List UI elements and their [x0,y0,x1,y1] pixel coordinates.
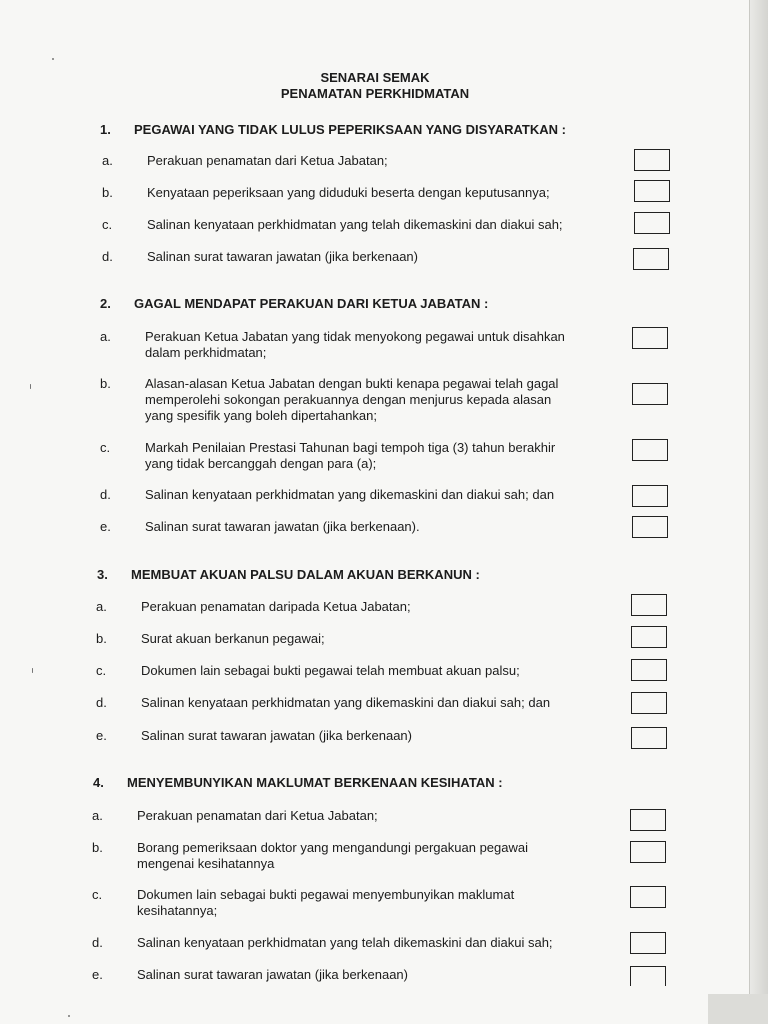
item-letter: d. [100,487,111,502]
checkbox-2b[interactable] [632,383,668,405]
checkbox-2a[interactable] [632,327,668,349]
item-text: Salinan surat tawaran jawatan (jika berkenaan) [141,728,412,743]
title-line-1: SENARAI SEMAK [320,70,430,85]
item-text: Perakuan penamatan dari Ketua Jabatan; [147,153,388,168]
item-letter: b. [102,185,113,200]
item-text: Dokumen lain sebagai bukti pegawai menyembunyikan maklumat kesihatannya; [137,887,515,918]
checkbox-3c[interactable] [631,659,667,681]
item-text: Markah Penilaian Prestasi Tahunan bagi tempoh tiga (3) tahun berakhir yang tidak bercanggah dengan para (a); [145,440,556,471]
item-letter: d. [102,249,113,264]
checkbox-2d[interactable] [632,485,668,507]
item-text: Perakuan penamatan daripada Ketua Jabatan; [141,599,411,614]
item-letter: d. [92,935,103,950]
title-line-2: PENAMATAN PERKHIDMATAN [280,86,470,101]
scan-edge-right [749,0,768,1024]
checkbox-3d[interactable] [631,692,667,714]
section-number: 2. [100,296,111,311]
scan-speck [32,668,33,673]
item-text: Perakuan Ketua Jabatan yang tidak menyokong pegawai untuk disahkan dalam perkhidmatan; [145,329,565,360]
item-text: Salinan kenyataan perkhidmatan yang telah dikemaskini dan diakui sah; [147,217,563,232]
section-heading: MEMBUAT AKUAN PALSU DALAM AKUAN BERKANUN : [131,567,480,582]
scan-speck [30,384,31,389]
item-letter: c. [102,217,113,232]
scan-speck [68,1015,70,1017]
item-letter: c. [100,440,111,455]
checkbox-1a[interactable] [634,149,670,171]
item-text: Salinan kenyataan perkhidmatan yang dikemaskini dan diakui sah; dan [145,487,555,502]
scan-edge-bottom [708,994,768,1024]
section-number: 1. [100,122,111,137]
checkbox-3b[interactable] [631,626,667,648]
checkbox-4c[interactable] [630,886,666,908]
item-letter: c. [92,887,103,902]
item-text: Dokumen lain sebagai bukti pegawai telah membuat akuan palsu; [141,663,520,678]
section-heading: PEGAWAI YANG TIDAK LULUS PEPERIKSAAN YANG DISYARATKAN : [134,122,566,137]
item-letter: b. [92,840,103,855]
item-text: Salinan surat tawaran jawatan (jika berkenaan). [145,519,420,534]
section-number: 3. [97,567,108,582]
item-letter: a. [96,599,107,614]
item-letter: e. [92,967,103,982]
checkbox-4a[interactable] [630,809,666,831]
item-text: Perakuan penamatan dari Ketua Jabatan; [137,808,378,823]
item-letter: a. [92,808,103,823]
item-text: Surat akuan berkanun pegawai; [141,631,325,646]
item-text: Salinan kenyataan perkhidmatan yang dikemaskini dan diakui sah; dan [141,695,551,710]
checkbox-4d[interactable] [630,932,666,954]
item-letter: c. [96,663,107,678]
checkbox-3a[interactable] [631,594,667,616]
checkbox-4b[interactable] [630,841,666,863]
item-text: Kenyataan peperiksaan yang diduduki beserta dengan keputusannya; [147,185,550,200]
item-letter: b. [100,376,111,391]
section-heading: GAGAL MENDAPAT PERAKUAN DARI KETUA JABATAN : [134,296,489,311]
item-letter: d. [96,695,107,710]
checkbox-2c[interactable] [632,439,668,461]
item-text: Salinan surat tawaran jawatan (jika berkenaan) [147,249,418,264]
checkbox-1c[interactable] [634,212,670,234]
section-number: 4. [93,775,104,790]
item-letter: b. [96,631,107,646]
checkbox-3e[interactable] [631,727,667,749]
scan-speck [52,58,54,60]
checkbox-4e[interactable] [630,966,666,986]
item-text: Salinan surat tawaran jawatan (jika berkenaan) [137,967,408,982]
checkbox-1b[interactable] [634,180,670,202]
item-text: Salinan kenyataan perkhidmatan yang telah dikemaskini dan diakui sah; [137,935,553,950]
item-letter: a. [100,329,111,344]
checkbox-1d[interactable] [633,248,669,270]
item-text: Alasan-alasan Ketua Jabatan dengan bukti kenapa pegawai telah gagal memperolehi sokongan perakuannya dengan menjurus kepada alasan yang spesifik yang boleh dipertahankan; [145,376,559,423]
section-heading: MENYEMBUNYIKAN MAKLUMAT BERKENAAN KESIHATAN : [127,775,503,790]
item-text: Borang pemeriksaan doktor yang mengandungi pergakuan pegawai mengenai kesihatannya [137,840,528,871]
item-letter: e. [100,519,111,534]
document-title [0,70,750,102]
item-letter: a. [102,153,113,168]
checkbox-2e[interactable] [632,516,668,538]
item-letter: e. [96,728,107,743]
